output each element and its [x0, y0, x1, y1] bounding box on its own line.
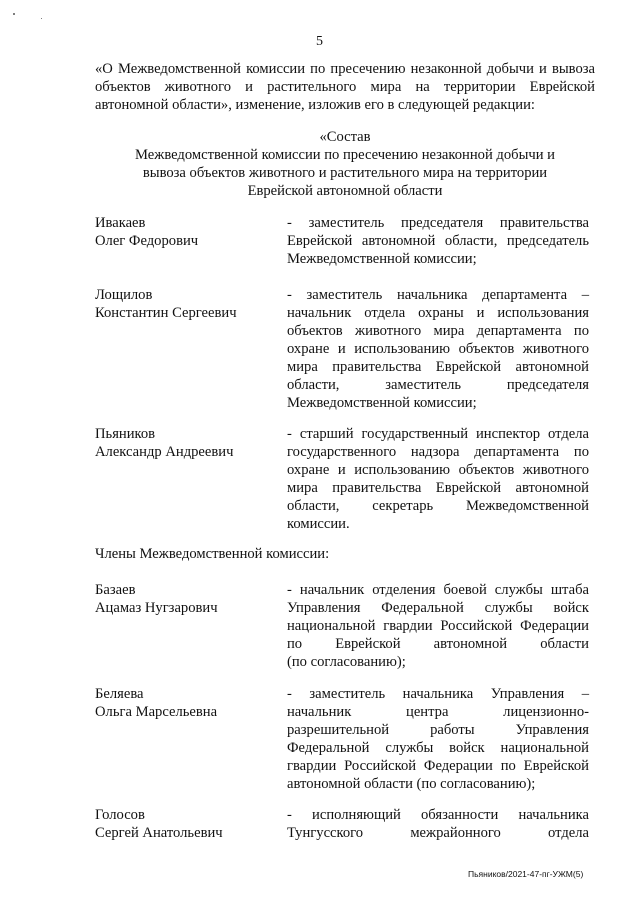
- member-role: [287, 685, 589, 793]
- member-role: [287, 214, 589, 268]
- document-reference-code: Пьяников/2021-47-пг-УЖМ(5): [468, 869, 584, 879]
- role-line: Еврейской автономной области, председатель: [287, 233, 589, 249]
- member-surname: Голосов: [95, 807, 145, 823]
- member-role: [287, 425, 589, 533]
- role-line: мира правительства Еврейской автономной: [287, 359, 589, 375]
- role-line: автономной области (по согласованию);: [287, 776, 536, 792]
- role-line: области, секретарь Межведомственной: [287, 498, 589, 514]
- heading-line: «Состав: [319, 129, 371, 145]
- member-given-names: Ацамаз Нугзарович: [95, 600, 218, 616]
- role-line: Межведомственной комиссии;: [287, 395, 477, 411]
- member-given-names: Олег Федорович: [95, 233, 199, 249]
- member-role: [287, 806, 589, 842]
- page-number: 5: [316, 34, 323, 49]
- intro-line: «О Межведомственной комиссии по пресечению незаконной добычи и вывоза: [95, 61, 595, 77]
- role-line: комиссии.: [287, 516, 350, 532]
- member-surname: Беляева: [95, 686, 144, 702]
- role-line: Межведомственной комиссии;: [287, 251, 477, 267]
- member-name: [95, 806, 275, 842]
- member-role: [287, 286, 589, 412]
- role-line: Федеральной службы войск национальной: [287, 740, 589, 756]
- member-role: [287, 581, 589, 671]
- member-given-names: Ольга Марсельевна: [95, 704, 218, 720]
- intro-line: автономной области», изменение, изложив его в следующей редакции:: [95, 97, 535, 113]
- member-name: [95, 685, 275, 721]
- role-line: национальной гвардии Российской Федерации: [287, 618, 589, 634]
- role-line: Тунгусского межрайонного отдела: [287, 825, 589, 841]
- role-line: - заместитель председателя правительства: [287, 215, 589, 231]
- role-line: мира правительства Еврейской автономной: [287, 480, 589, 496]
- member-surname: Базаев: [95, 582, 136, 598]
- members-section-label: Члены Межведомственной комиссии:: [95, 546, 330, 562]
- member-surname: Пьяников: [95, 426, 156, 442]
- role-line: охране и использованию объектов животного: [287, 341, 589, 357]
- heading-line: Еврейской автономной области: [247, 183, 443, 199]
- member-given-names: Сергей Анатольевич: [95, 825, 223, 841]
- role-line: области, заместитель председателя: [287, 377, 589, 393]
- role-line: по Еврейской автономной области: [287, 636, 589, 652]
- role-line: начальник центра лицензионно-: [287, 704, 589, 720]
- role-line: охране и использованию объектов животного: [287, 462, 589, 478]
- member-surname: Ивакаев: [95, 215, 146, 231]
- scan-speck: [13, 13, 15, 15]
- member-name: [95, 581, 275, 617]
- member-given-names: Александр Андреевич: [95, 444, 234, 460]
- role-line: - исполняющий обязанности начальника: [287, 807, 589, 823]
- member-name: [95, 425, 275, 461]
- member-surname: Лощилов: [95, 287, 153, 303]
- role-line: Управления Федеральной службы войск: [287, 600, 589, 616]
- role-line: государственного надзора департамента по: [287, 444, 589, 460]
- role-line: - заместитель начальника департамента –: [287, 287, 589, 303]
- member-name: [95, 214, 275, 250]
- role-line: начальник отдела охраны и использования: [287, 305, 589, 321]
- role-line: - начальник отделения боевой службы штаба: [287, 582, 589, 598]
- intro-line: объектов животного и растительного мира на территории Еврейской: [95, 79, 595, 95]
- role-line: разрешительной работы Управления: [287, 722, 589, 738]
- role-line: (по согласованию);: [287, 654, 406, 670]
- role-line: объектов животного мира департамента по: [287, 323, 589, 339]
- composition-heading: [95, 128, 595, 200]
- role-line: гвардии Российской Федерации по Еврейской: [287, 758, 589, 774]
- heading-line: вывоза объектов животного и растительного мира на территории: [142, 165, 548, 181]
- role-line: - старший государственный инспектор отдела: [287, 426, 589, 442]
- intro-paragraph: [95, 60, 595, 114]
- member-given-names: Константин Сергеевич: [95, 305, 237, 321]
- role-line: - заместитель начальника Управления –: [287, 686, 589, 702]
- member-name: [95, 286, 275, 322]
- heading-line: Межведомственной комиссии по пресечению незаконной добычи и: [134, 147, 555, 163]
- scan-speck: [41, 18, 42, 19]
